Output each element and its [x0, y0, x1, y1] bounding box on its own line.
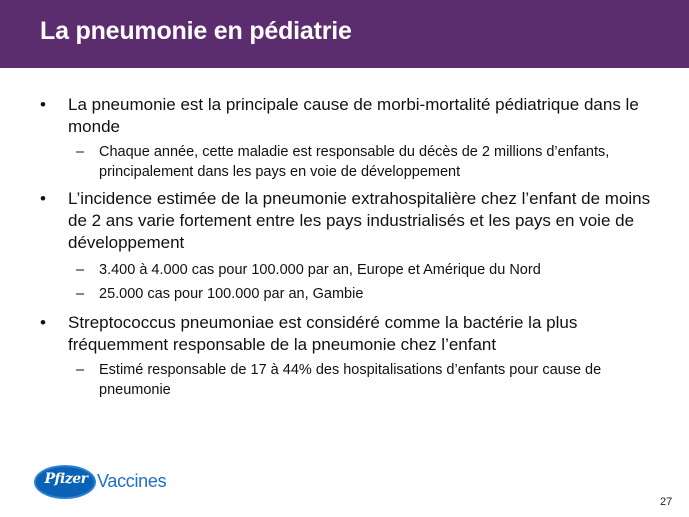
- sub-marker: –: [76, 144, 85, 160]
- sub-marker: –: [76, 286, 85, 302]
- slide-title: La pneumonie en pédiatrie: [40, 17, 352, 45]
- bullet-1: La pneumonie est la principale cause de morbi-mortalité pédiatrique dans le monde: [68, 95, 639, 136]
- bullet-2: L’incidence estimée de la pneumonie extrahospitalière chez l’enfant de moins de 2 ans varie fortement entre les pays industrialisés et les pays en voie de développement: [68, 189, 651, 252]
- vaccines-wordmark: Vaccines: [97, 471, 167, 491]
- pfizer-wordmark: Pfizer: [44, 471, 88, 487]
- sub-1-1: Chaque année, cette maladie est responsable du décès de 2 millions d’enfants, principalement dans les pays en voie de développement: [99, 144, 610, 180]
- title-bar: [0, 0, 689, 68]
- sub-2-1: 3.400 à 4.000 cas pour 100.000 par an, Europe et Amérique du Nord: [99, 262, 541, 278]
- pfizer-vaccines-logo: [34, 463, 176, 503]
- sub-marker: –: [76, 362, 85, 378]
- sub-3-1: Estimé responsable de 17 à 44% des hospitalisations d’enfants pour cause de pneumonie: [99, 362, 602, 398]
- sub-marker: –: [76, 262, 85, 278]
- bullet-marker: •: [40, 189, 46, 208]
- page-number: 27: [660, 496, 673, 508]
- bullet-3: Streptococcus pneumoniae est considéré comme la bactérie la plus fréquemment responsable de la pneumonie chez l’enfant: [68, 313, 578, 354]
- bullet-marker: •: [40, 95, 46, 114]
- bullet-marker: •: [40, 313, 46, 332]
- sub-2-2: 25.000 cas pour 100.000 par an, Gambie: [99, 286, 364, 302]
